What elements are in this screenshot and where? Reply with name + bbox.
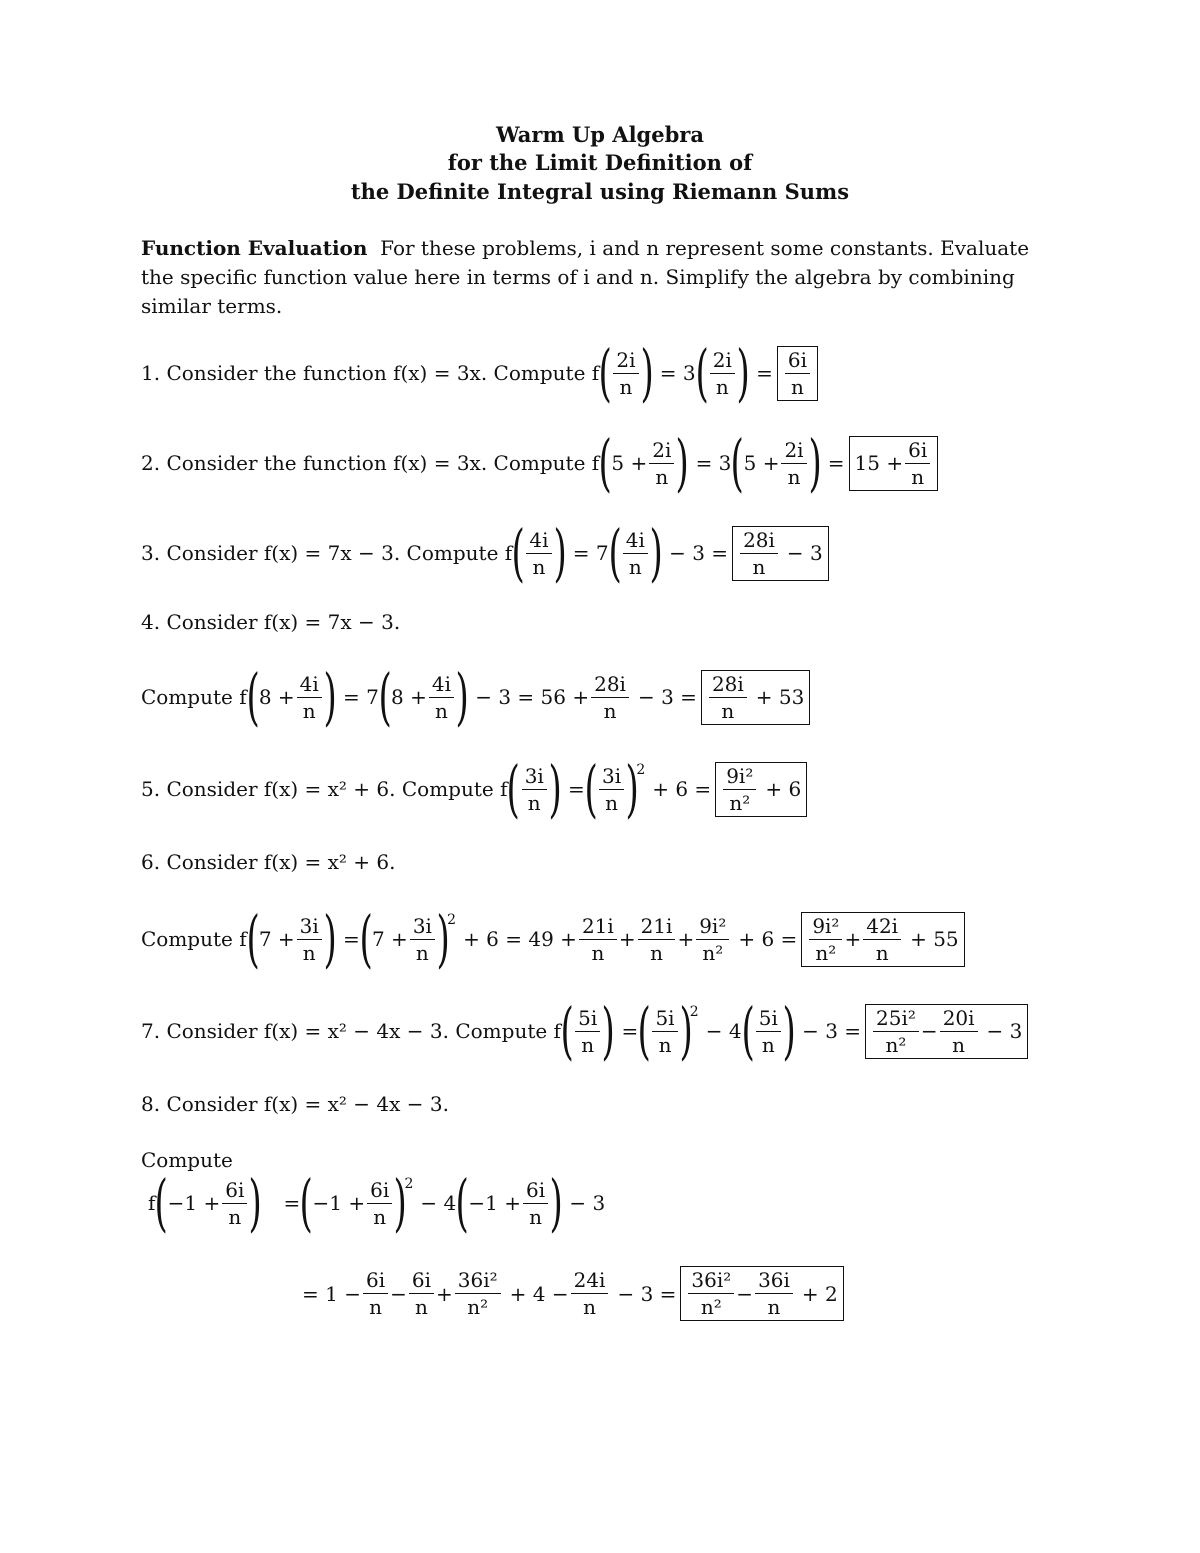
- fraction: [623, 529, 648, 578]
- math-term: + 6 = 49 +: [463, 927, 577, 951]
- fraction: [222, 1179, 247, 1228]
- numerator: 24i: [571, 1269, 609, 1294]
- denominator: n: [581, 1032, 595, 1057]
- fraction: [297, 915, 322, 964]
- denominator: n: [715, 374, 729, 399]
- fraction: [591, 673, 629, 722]
- denominator: n: [591, 940, 605, 965]
- exponent: 2: [447, 912, 457, 928]
- fraction: [756, 1007, 781, 1056]
- problem-6: [141, 902, 965, 975]
- math-term: f: [148, 1191, 156, 1215]
- fraction: [409, 1269, 434, 1318]
- paren-glyph: ): [323, 660, 337, 733]
- fraction: [523, 1179, 548, 1228]
- math-term: +: [618, 927, 636, 951]
- paren-glyph: ): [625, 752, 639, 825]
- math-term: = 1 −: [302, 1281, 361, 1306]
- paren-glyph: (: [598, 426, 612, 499]
- paren-glyph: ): [323, 902, 337, 975]
- math-term: =: [283, 1191, 301, 1215]
- fraction: [809, 915, 842, 964]
- math-term: −1 +: [312, 1191, 366, 1215]
- math-term: − 4: [420, 1191, 457, 1215]
- numerator: 6i: [523, 1179, 548, 1204]
- math-term: − 4: [705, 1019, 742, 1043]
- problem-8-line-2: [302, 1266, 844, 1321]
- denominator: n: [415, 940, 429, 965]
- fraction: [599, 765, 624, 814]
- paren-glyph: (: [299, 1166, 314, 1239]
- math-term: + 2: [801, 1281, 838, 1306]
- math-term: + 4 −: [509, 1281, 569, 1306]
- denominator: n: [658, 1032, 672, 1057]
- fraction: [873, 1007, 919, 1056]
- numerator: 42i: [863, 915, 901, 940]
- numerator: 6i: [905, 439, 930, 464]
- paren-glyph: (: [608, 516, 622, 589]
- denominator: n²: [702, 940, 724, 965]
- fraction: [649, 439, 674, 488]
- math-term: =: [827, 451, 845, 475]
- paren-glyph: (: [637, 994, 652, 1067]
- fraction: [363, 1269, 388, 1318]
- numerator: 28i: [709, 673, 747, 698]
- numerator: 6i: [222, 1179, 247, 1204]
- denominator: n: [752, 554, 766, 579]
- problem-7-statement: 7. Consider f(x) = x² − 4x − 3. Compute f: [141, 1019, 561, 1043]
- answer-box: [865, 1004, 1028, 1059]
- denominator: n: [767, 1295, 781, 1319]
- numerator: 9i²: [723, 765, 756, 790]
- numerator: 2i: [710, 349, 735, 374]
- paren-glyph: (: [378, 660, 392, 733]
- paren-glyph: (: [506, 752, 521, 825]
- math-term: +: [677, 927, 695, 951]
- numerator: 4i: [429, 673, 454, 698]
- paren-glyph: ): [436, 902, 450, 975]
- math-term: + 6: [765, 777, 802, 801]
- numerator: 5i: [652, 1007, 677, 1032]
- fraction: [781, 439, 806, 488]
- denominator: n: [650, 940, 663, 965]
- denominator: n: [721, 698, 735, 723]
- denominator: n: [761, 1032, 775, 1057]
- paren-glyph: ): [548, 752, 562, 825]
- math-term: +: [844, 927, 862, 951]
- problem-1-statement: 1. Consider the function f(x) = 3x. Compute f: [141, 361, 600, 385]
- paren-glyph: (: [511, 516, 525, 589]
- exponent: 2: [404, 1176, 414, 1192]
- math-term: 5 +: [743, 451, 780, 475]
- math-term: = 7: [572, 541, 609, 565]
- fraction: [710, 349, 735, 398]
- denominator: n: [435, 698, 448, 723]
- paren-glyph: (: [246, 660, 260, 733]
- exponent: 2: [689, 1004, 699, 1020]
- numerator: 9i²: [809, 915, 842, 940]
- numerator: 6i: [409, 1269, 434, 1294]
- fraction: [522, 765, 547, 814]
- denominator: n: [655, 464, 669, 489]
- problem-5-statement: 5. Consider f(x) = x² + 6. Compute f: [141, 777, 508, 801]
- fraction: [785, 349, 810, 398]
- problem-4-statement: 4. Consider f(x) = 7x − 3.: [141, 610, 401, 634]
- fraction: [652, 1007, 677, 1056]
- denominator: n: [952, 1032, 966, 1057]
- numerator: 3i: [410, 915, 435, 940]
- paren-glyph: ): [808, 426, 822, 499]
- numerator: 5i: [756, 1007, 781, 1032]
- paren-glyph: ): [601, 994, 616, 1067]
- denominator: n: [787, 464, 801, 489]
- paren-glyph: (: [154, 1166, 169, 1239]
- paren-glyph: ): [679, 994, 693, 1067]
- answer-box: [701, 670, 810, 725]
- math-term: =: [756, 361, 773, 385]
- problem-7: [141, 994, 1028, 1067]
- denominator: n: [527, 790, 541, 815]
- numerator: 21i: [579, 915, 617, 940]
- numerator: 28i: [740, 529, 778, 554]
- answer-box: [715, 762, 807, 817]
- math-term: − 3: [569, 1191, 606, 1215]
- numerator: 36i: [755, 1269, 793, 1294]
- math-term: 15 +: [854, 451, 904, 475]
- title-line-3: the Definite Integral using Riemann Sums: [350, 179, 850, 204]
- fraction: [579, 915, 617, 964]
- problem-8-compute: Compute: [141, 1148, 233, 1172]
- math-term: = 3: [659, 361, 696, 385]
- math-term: − 3: [986, 1019, 1023, 1043]
- denominator: n: [228, 1204, 242, 1229]
- exponent: 2: [636, 762, 646, 778]
- answer-box: [801, 912, 964, 967]
- denominator: n²: [815, 940, 837, 965]
- fraction: [755, 1269, 793, 1318]
- math-term: + 55: [910, 927, 959, 951]
- fraction: [723, 765, 756, 814]
- answer-box: [849, 436, 939, 491]
- math-term: − 3 =: [669, 541, 729, 565]
- fraction: [410, 915, 435, 964]
- numerator: 36i²: [688, 1269, 734, 1294]
- problem-5: [141, 752, 807, 825]
- fraction: [297, 673, 322, 722]
- math-term: = 7: [343, 685, 379, 709]
- numerator: 36i²: [455, 1269, 501, 1294]
- problem-2: [141, 426, 938, 499]
- paren-glyph: (: [246, 902, 260, 975]
- denominator: n²: [729, 790, 751, 815]
- fraction: [571, 1269, 609, 1318]
- paren-glyph: (: [740, 994, 755, 1067]
- paren-glyph: ): [455, 660, 469, 733]
- math-term: Compute f: [141, 927, 247, 951]
- math-term: −: [736, 1281, 754, 1306]
- math-term: + 53: [755, 685, 805, 709]
- math-term: +: [435, 1281, 453, 1306]
- denominator: n: [628, 554, 642, 579]
- problem-8-statement: 8. Consider f(x) = x² − 4x − 3.: [141, 1092, 449, 1116]
- math-term: =: [568, 777, 585, 801]
- numerator: 6i: [363, 1269, 388, 1294]
- numerator: 2i: [649, 439, 674, 464]
- fraction: [863, 915, 901, 964]
- paren-glyph: (: [730, 426, 745, 499]
- denominator: n: [619, 374, 633, 399]
- math-term: − 3 =: [637, 685, 697, 709]
- numerator: 5i: [575, 1007, 600, 1032]
- math-term: Compute f: [141, 685, 247, 709]
- problem-3-statement: 3. Consider f(x) = 7x − 3. Compute f: [141, 541, 513, 565]
- fraction: [526, 529, 551, 578]
- math-term: − 3 =: [617, 1281, 677, 1306]
- title-line-2: for the Limit Definition of: [447, 150, 753, 175]
- fraction: [905, 439, 930, 488]
- math-term: −: [920, 1019, 938, 1043]
- denominator: n: [605, 790, 618, 815]
- paren-glyph: ): [393, 1166, 408, 1239]
- paren-glyph: (: [584, 752, 598, 825]
- numerator: 4i: [526, 529, 551, 554]
- right-paren: ): [639, 336, 654, 409]
- numerator: 21i: [638, 915, 676, 940]
- denominator: n: [369, 1295, 382, 1319]
- paren-glyph: ): [549, 1166, 563, 1239]
- math-term: 8 +: [258, 685, 295, 709]
- problem-2-statement: 2. Consider the function f(x) = 3x. Compute f: [141, 451, 600, 475]
- math-term: + 6 =: [738, 927, 798, 951]
- denominator: n: [875, 940, 889, 965]
- answer-box: [732, 526, 829, 581]
- math-term: −: [390, 1281, 407, 1306]
- paren-glyph: (: [455, 1166, 469, 1239]
- numerator: 20i: [940, 1007, 978, 1032]
- paren-glyph: ): [248, 1166, 263, 1239]
- math-term: − 3: [786, 541, 823, 565]
- problem-8-line-1: [148, 1166, 606, 1239]
- denominator: n²: [700, 1295, 722, 1319]
- denominator: n: [302, 940, 316, 965]
- answer-box: [777, 346, 818, 401]
- fraction: [638, 915, 676, 964]
- denominator: n: [790, 374, 804, 399]
- answer-box: [680, 1266, 843, 1321]
- math-term: 7 +: [258, 927, 295, 951]
- title-line-1: Warm Up Algebra: [496, 122, 704, 147]
- intro-text: For these problems, i and n represent some constants. Evaluate the specific function value here in terms of i and n. Simplify the algebra by combining similar terms.: [141, 236, 1030, 318]
- intro-heading: Function Evaluation: [141, 236, 368, 260]
- math-term: −1 +: [468, 1191, 522, 1215]
- denominator: n: [532, 554, 546, 579]
- numerator: 3i: [297, 915, 322, 940]
- paren-glyph: (: [695, 336, 709, 409]
- denominator: n: [911, 464, 925, 489]
- math-term: = 3: [695, 451, 732, 475]
- math-term: + 6 =: [652, 777, 712, 801]
- fraction: [740, 529, 778, 578]
- numerator: 25i²: [873, 1007, 919, 1032]
- fraction: [613, 349, 638, 398]
- denominator: n: [583, 1295, 596, 1319]
- paren-glyph: ): [675, 426, 690, 499]
- fraction: [709, 673, 747, 722]
- numerator: 3i: [522, 765, 547, 790]
- paren-glyph: ): [649, 516, 663, 589]
- math-term: − 3 = 56 +: [475, 685, 590, 709]
- left-paren: (: [598, 336, 612, 409]
- math-term: 5 +: [611, 451, 648, 475]
- denominator: n: [373, 1204, 387, 1229]
- numerator: 2i: [781, 439, 806, 464]
- numerator: 4i: [623, 529, 648, 554]
- fraction: [429, 673, 454, 722]
- denominator: n: [529, 1204, 543, 1229]
- numerator: 4i: [297, 673, 322, 698]
- fraction: [696, 915, 729, 964]
- math-term: 8 +: [391, 685, 427, 709]
- paren-glyph: ): [782, 994, 796, 1067]
- math-term: − 3 =: [802, 1019, 862, 1043]
- math-term: =: [621, 1019, 639, 1043]
- fraction: [575, 1007, 600, 1056]
- denominator: n²: [467, 1295, 489, 1319]
- math-term: 7 +: [371, 927, 408, 951]
- paren-glyph: (: [560, 994, 574, 1067]
- paren-glyph: ): [552, 516, 567, 589]
- fraction: [455, 1269, 501, 1318]
- intro-paragraph: [141, 234, 1066, 321]
- numerator: 2i: [613, 349, 638, 374]
- numerator: 9i²: [696, 915, 729, 940]
- math-term: =: [343, 927, 360, 951]
- denominator: n: [603, 698, 617, 723]
- numerator: 3i: [599, 765, 624, 790]
- math-term: −1 +: [167, 1191, 221, 1215]
- fraction: [367, 1179, 392, 1228]
- problem-3: [141, 516, 829, 589]
- numerator: 6i: [785, 349, 810, 374]
- numerator: 6i: [367, 1179, 392, 1204]
- fraction: [688, 1269, 734, 1318]
- problem-6-statement: 6. Consider f(x) = x² + 6.: [141, 850, 396, 874]
- problem-4: [141, 660, 810, 733]
- paren-glyph: ): [736, 336, 750, 409]
- denominator: n: [302, 698, 316, 723]
- paren-glyph: (: [359, 902, 373, 975]
- problem-1: [141, 336, 818, 409]
- numerator: 28i: [591, 673, 629, 698]
- fraction: [940, 1007, 978, 1056]
- denominator: n: [414, 1295, 428, 1319]
- denominator: n²: [885, 1032, 907, 1057]
